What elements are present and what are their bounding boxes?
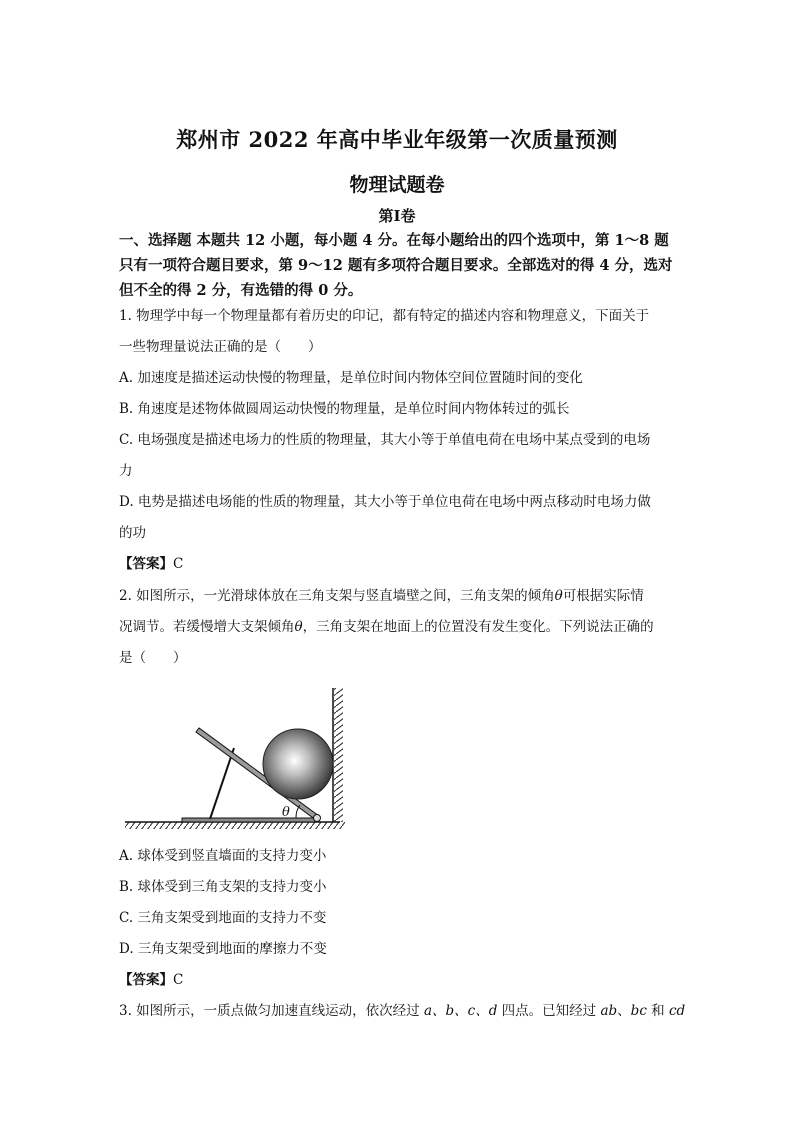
- q1-answer-value: C: [173, 556, 184, 572]
- q3-stem-text: 四点。已知经过: [497, 1003, 601, 1019]
- q1-option-d-line2: 的功: [119, 525, 146, 541]
- q2-stem-line1: [119, 586, 679, 606]
- q2-figure: [120, 682, 352, 830]
- theta-symbol: θ: [294, 619, 303, 635]
- q2-stem-text: 况调节。若缓慢增大支架倾角: [119, 619, 295, 635]
- q1-option-a: A. 加速度是描述运动快慢的物理量，是单位时间内物体空间位置随时间的变化: [119, 370, 583, 386]
- q1-option-c-line2: 力: [119, 463, 133, 479]
- q3-separator: 、: [617, 1003, 631, 1019]
- theta-symbol: θ: [554, 588, 563, 604]
- volume-label: 第Ⅰ卷: [378, 207, 416, 225]
- q2-option-a: A. 球体受到竖直墙面的支持力变小: [119, 848, 327, 864]
- support-base: [182, 818, 318, 822]
- q3-stem-line1: [119, 1001, 686, 1021]
- ground-hatch: [125, 822, 345, 829]
- q2-option-d: D. 三角支架受到地面的摩擦力不变: [119, 941, 327, 957]
- q1-answer-label: 【答案】: [119, 556, 173, 572]
- angle-label: θ: [282, 805, 290, 820]
- q2-answer: [119, 970, 679, 990]
- q1-option-b: B. 角速度是述物体做圆周运动快慢的物理量，是单位时间内物体转过的弧长: [119, 401, 570, 417]
- exam-title: 郑州市 2022 年高中毕业年级第一次质量预测: [176, 127, 618, 152]
- wall-hatch: [334, 688, 343, 822]
- q1-answer: [119, 554, 679, 574]
- q3-points: a、b、c、d: [423, 1003, 498, 1019]
- q3-segment: cd: [668, 1003, 686, 1019]
- q2-answer-value: C: [173, 972, 184, 988]
- q2-stem-text: ，三角支架在地面上的位置没有发生变化。下列说法正确的: [302, 619, 654, 635]
- q3-segment: ab: [600, 1003, 618, 1019]
- q2-stem-line2: [119, 617, 679, 637]
- q3-stem-text: 3. 如图所示，一质点做匀加速直线运动，依次经过: [119, 1003, 424, 1019]
- q2-option-c: C. 三角支架受到地面的支持力不变: [119, 910, 327, 926]
- q3-separator: 和: [646, 1003, 669, 1019]
- q1-stem-line1: 1. 物理学中每一个物理量都有着历史的印记，都有特定的描述内容和物理意义，下面关于: [119, 308, 650, 324]
- support-strut: [210, 748, 234, 819]
- q2-stem-line3: 是（ ）: [119, 650, 187, 666]
- incline-ball-diagram: [120, 682, 352, 830]
- section-instructions: 一、选择题 本题共 12 小题，每小题 4 分。在每小题给出的四个选项中，第 1～8 题只有一项符合题目要求，第 9～12 题有多项符合题目要求。全部选对的得 4 分，选对但不全的得 2 分，有选错的得 0 分。: [119, 232, 673, 299]
- q2-answer-label: 【答案】: [119, 972, 173, 988]
- q2-stem-text: 可根据实际情: [562, 588, 644, 604]
- hinge: [314, 815, 321, 822]
- q1-stem-line2: 一些物理量说法正确的是（ ）: [119, 339, 322, 355]
- ball: [263, 729, 333, 799]
- q1-option-d-line1: D. 电势是描述电场能的性质的物理量，其大小等于单位电荷在电场中两点移动时电场力做: [119, 494, 651, 510]
- q1-option-c-line1: C. 电场强度是描述电场力的性质的物理量，其大小等于单值电荷在电场中某点受到的电场: [119, 432, 651, 448]
- exam-subtitle: 物理试题卷: [349, 174, 445, 196]
- q2-stem-text: 2. 如图所示，一光滑球体放在三角支架与竖直墙壁之间，三角支架的倾角: [119, 588, 555, 604]
- q2-option-b: B. 球体受到三角支架的支持力变小: [119, 879, 327, 895]
- q3-segment: bc: [630, 1003, 647, 1019]
